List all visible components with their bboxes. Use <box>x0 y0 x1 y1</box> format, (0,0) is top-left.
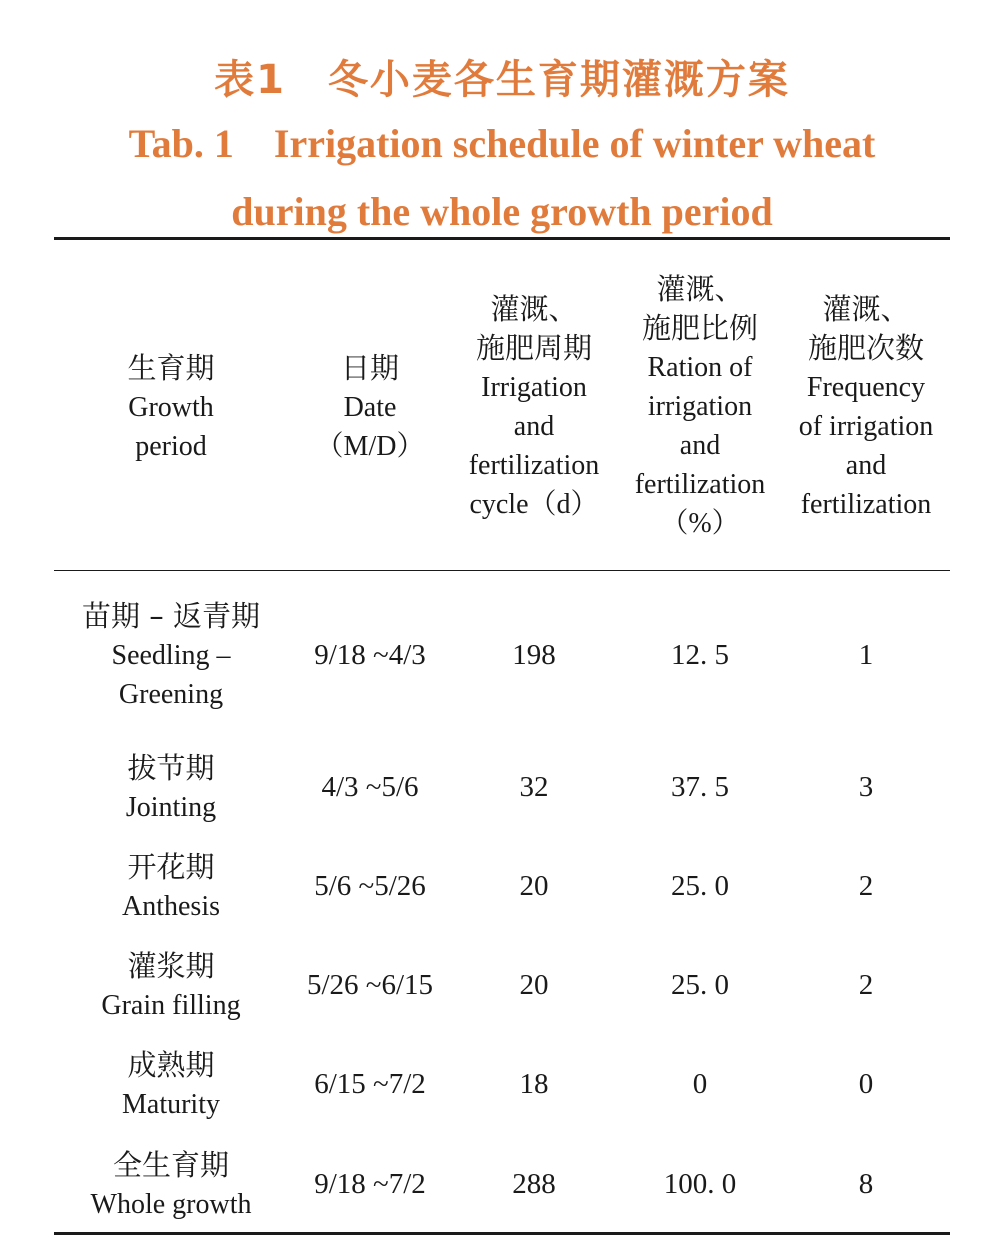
row-2-ratio: 37. 5 <box>671 771 729 803</box>
header-cycle: 灌溉、 施肥周期 Irrigation and fertilization cycle（d） <box>468 292 600 520</box>
row-5-period: 成熟期 Maturity <box>122 1048 220 1120</box>
table-top-rule <box>54 237 950 240</box>
table-bottom-rule <box>54 1232 950 1235</box>
row-4-cycle: 20 <box>519 969 549 1001</box>
row-1-ratio: 12. 5 <box>671 639 729 671</box>
row-1-frequency: 1 <box>858 639 874 671</box>
row-2-period: 拔节期 Jointing <box>125 751 217 823</box>
row-6-frequency: 8 <box>858 1168 874 1200</box>
row-1-date: 9/18 ~4/3 <box>314 639 426 671</box>
row-5-cycle: 18 <box>519 1068 549 1100</box>
row-5-date: 6/15 ~7/2 <box>314 1068 426 1100</box>
header-growth-period: 生育期 Growth period <box>127 351 215 462</box>
row-1-period: 苗期 – 返青期 Seedling – Greening <box>82 599 260 710</box>
row-6-date: 9/18 ~7/2 <box>314 1168 426 1200</box>
header-ratio: 灌溉、 施肥比例 Ration of irrigation and fertilization （%） <box>634 272 766 539</box>
row-5-ratio: 0 <box>692 1068 708 1100</box>
row-3-frequency: 2 <box>858 870 874 902</box>
header-date: 日期 Date （M/D） <box>315 351 425 462</box>
row-6-cycle: 288 <box>512 1168 556 1200</box>
row-4-frequency: 2 <box>858 969 874 1001</box>
row-3-date: 5/6 ~5/26 <box>314 870 426 902</box>
row-1-cycle: 198 <box>512 639 556 671</box>
row-5-frequency: 0 <box>858 1068 874 1100</box>
table-header-rule <box>54 570 950 571</box>
row-2-date: 4/3 ~5/6 <box>321 771 419 803</box>
row-4-ratio: 25. 0 <box>671 969 729 1001</box>
row-6-ratio: 100. 0 <box>663 1168 737 1200</box>
table-title-chinese: 表1 冬小麦各生育期灌溉方案 <box>214 57 790 103</box>
row-3-period: 开花期 Anthesis <box>122 850 220 922</box>
row-3-ratio: 25. 0 <box>671 870 729 902</box>
row-2-cycle: 32 <box>519 771 549 803</box>
row-6-period: 全生育期 Whole growth <box>90 1148 252 1220</box>
row-3-cycle: 20 <box>519 870 549 902</box>
row-4-date: 5/26 ~6/15 <box>306 969 434 1001</box>
row-2-frequency: 3 <box>858 771 874 803</box>
table-title-english-line2: during the whole growth period <box>231 189 773 234</box>
header-frequency: 灌溉、 施肥次数 Frequency of irrigation and fertilization <box>798 292 934 520</box>
row-4-period: 灌浆期 Grain filling <box>101 949 241 1021</box>
table-title-english-line1: Tab. 1 Irrigation schedule of winter wheat <box>128 121 876 166</box>
